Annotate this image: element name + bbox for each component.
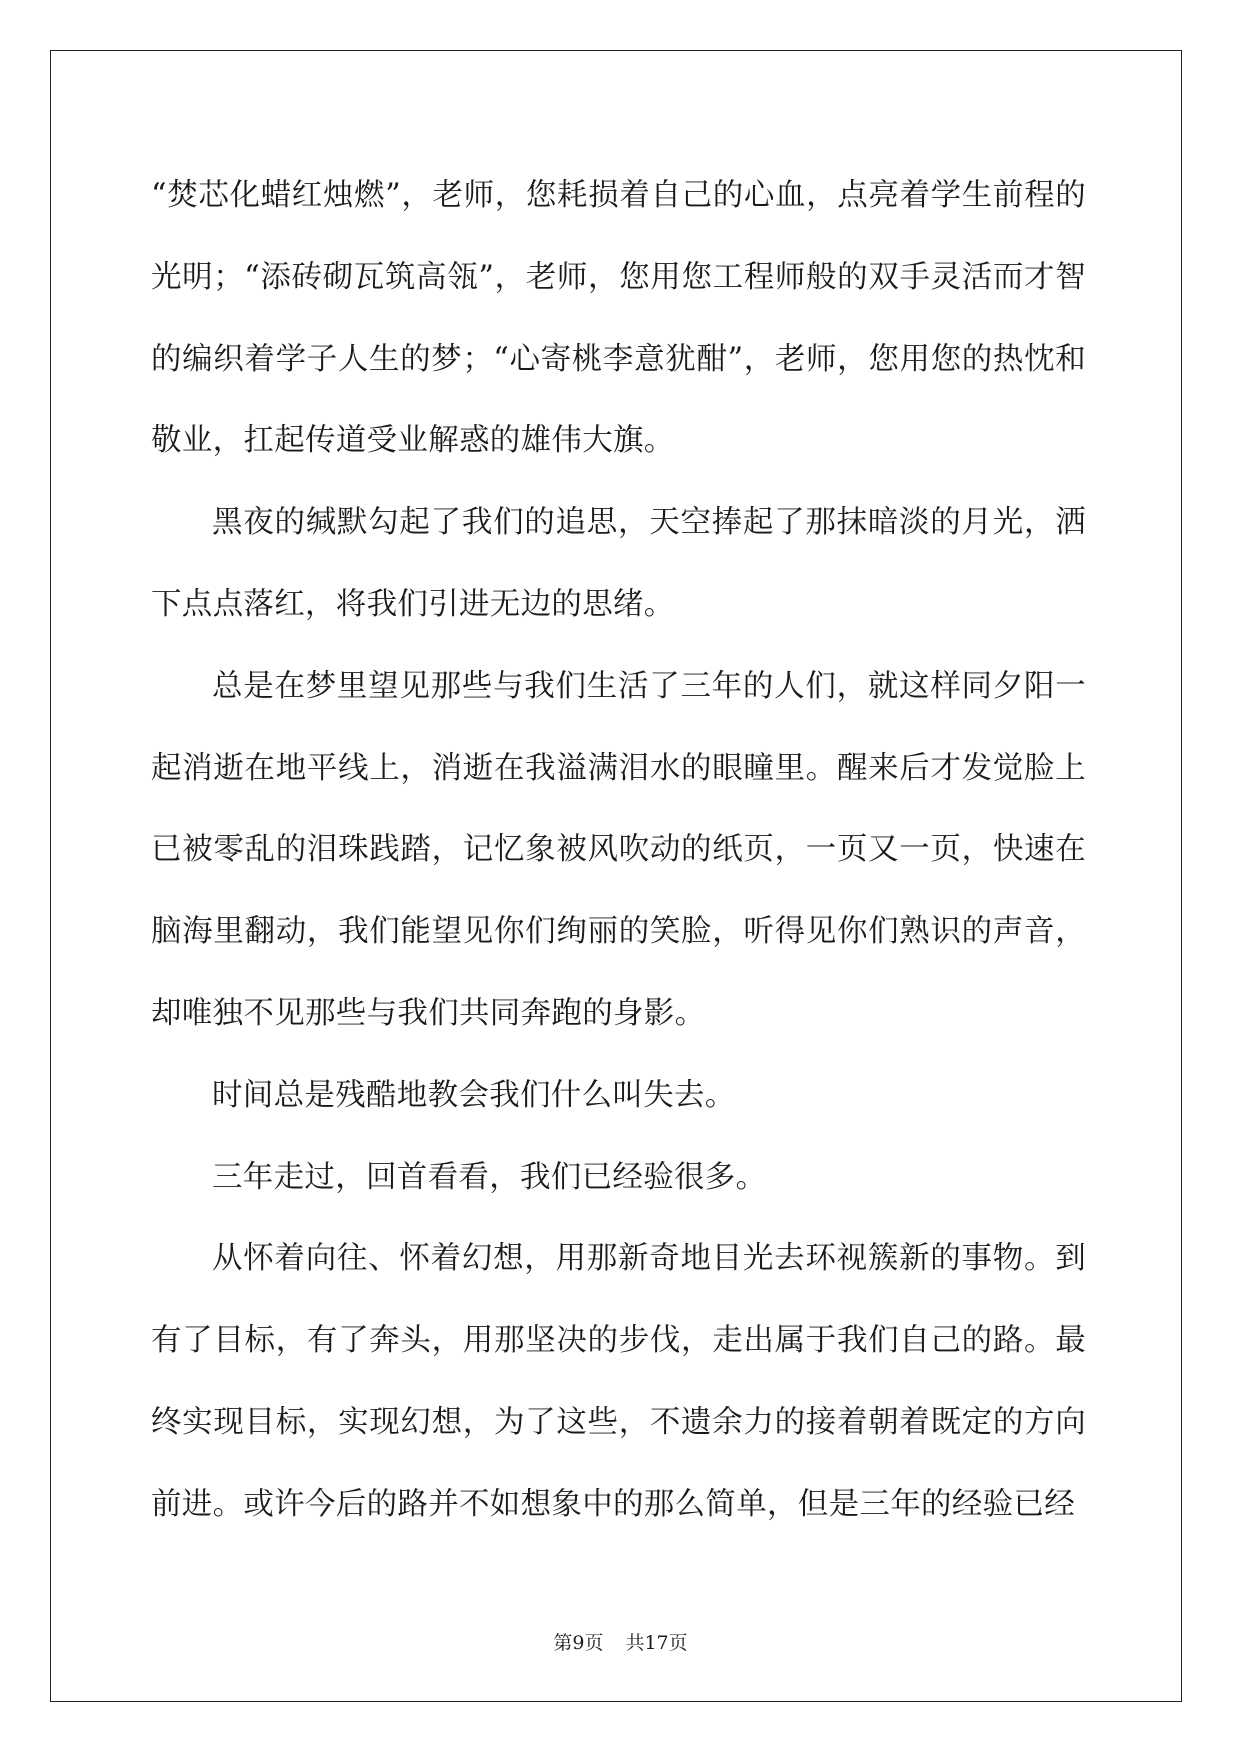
paragraph-3: 总是在梦里望见那些与我们生活了三年的人们，就这样同夕阳一起消逝在地平线上，消逝在我溢满泪水的眼瞳里。醒来后才发觉脸上已被零乱的泪珠践踏，记忆象被风吹动的纸页，一页又一页，快速在脑海里翻动，我们能望见你们绚丽的笑脸，听得见你们熟识的声音，却唯独不见那些与我们共同奔跑的身影。: [151, 668, 1086, 1031]
paragraph-6: 从怀着向往、怀着幻想，用那新奇地目光去环视簇新的事物。到有了目标，有了奔头，用那坚决的步伐，走出属于我们自己的路。最终实现目标，实现幻想，为了这些，不遗余力的接着朝着既定的方向前进。或许今后的路并不如想象中的那么简单，但是三年的经验已经: [151, 1241, 1086, 1522]
paragraph-5: 三年走过，回首看看，我们已经验很多。: [212, 1159, 767, 1195]
paragraph-1: “焚芯化蜡红烛燃”，老师，您耗损着自己的心血，点亮着学生前程的光明；“添砖砌瓦筑高瓴”，老师，您用您工程师般的双手灵活而才智的编织着学子人生的梦；“心寄桃李意犹酣”，老师，您用您的热忱和敬业，扛起传道受业解惑的雄伟大旗。: [151, 178, 1086, 459]
paragraph-2: 黑夜的缄默勾起了我们的追思，天空捧起了那抹暗淡的月光，洒下点点落红，将我们引进无边的思绪。: [151, 505, 1086, 622]
paragraph-4: 时间总是残酷地教会我们什么叫失去。: [212, 1077, 736, 1113]
page-total: 共17页: [625, 1632, 688, 1654]
document-body: [151, 155, 1086, 1546]
page-footer: [0, 1628, 1241, 1655]
page-number: 第9页: [553, 1632, 604, 1654]
